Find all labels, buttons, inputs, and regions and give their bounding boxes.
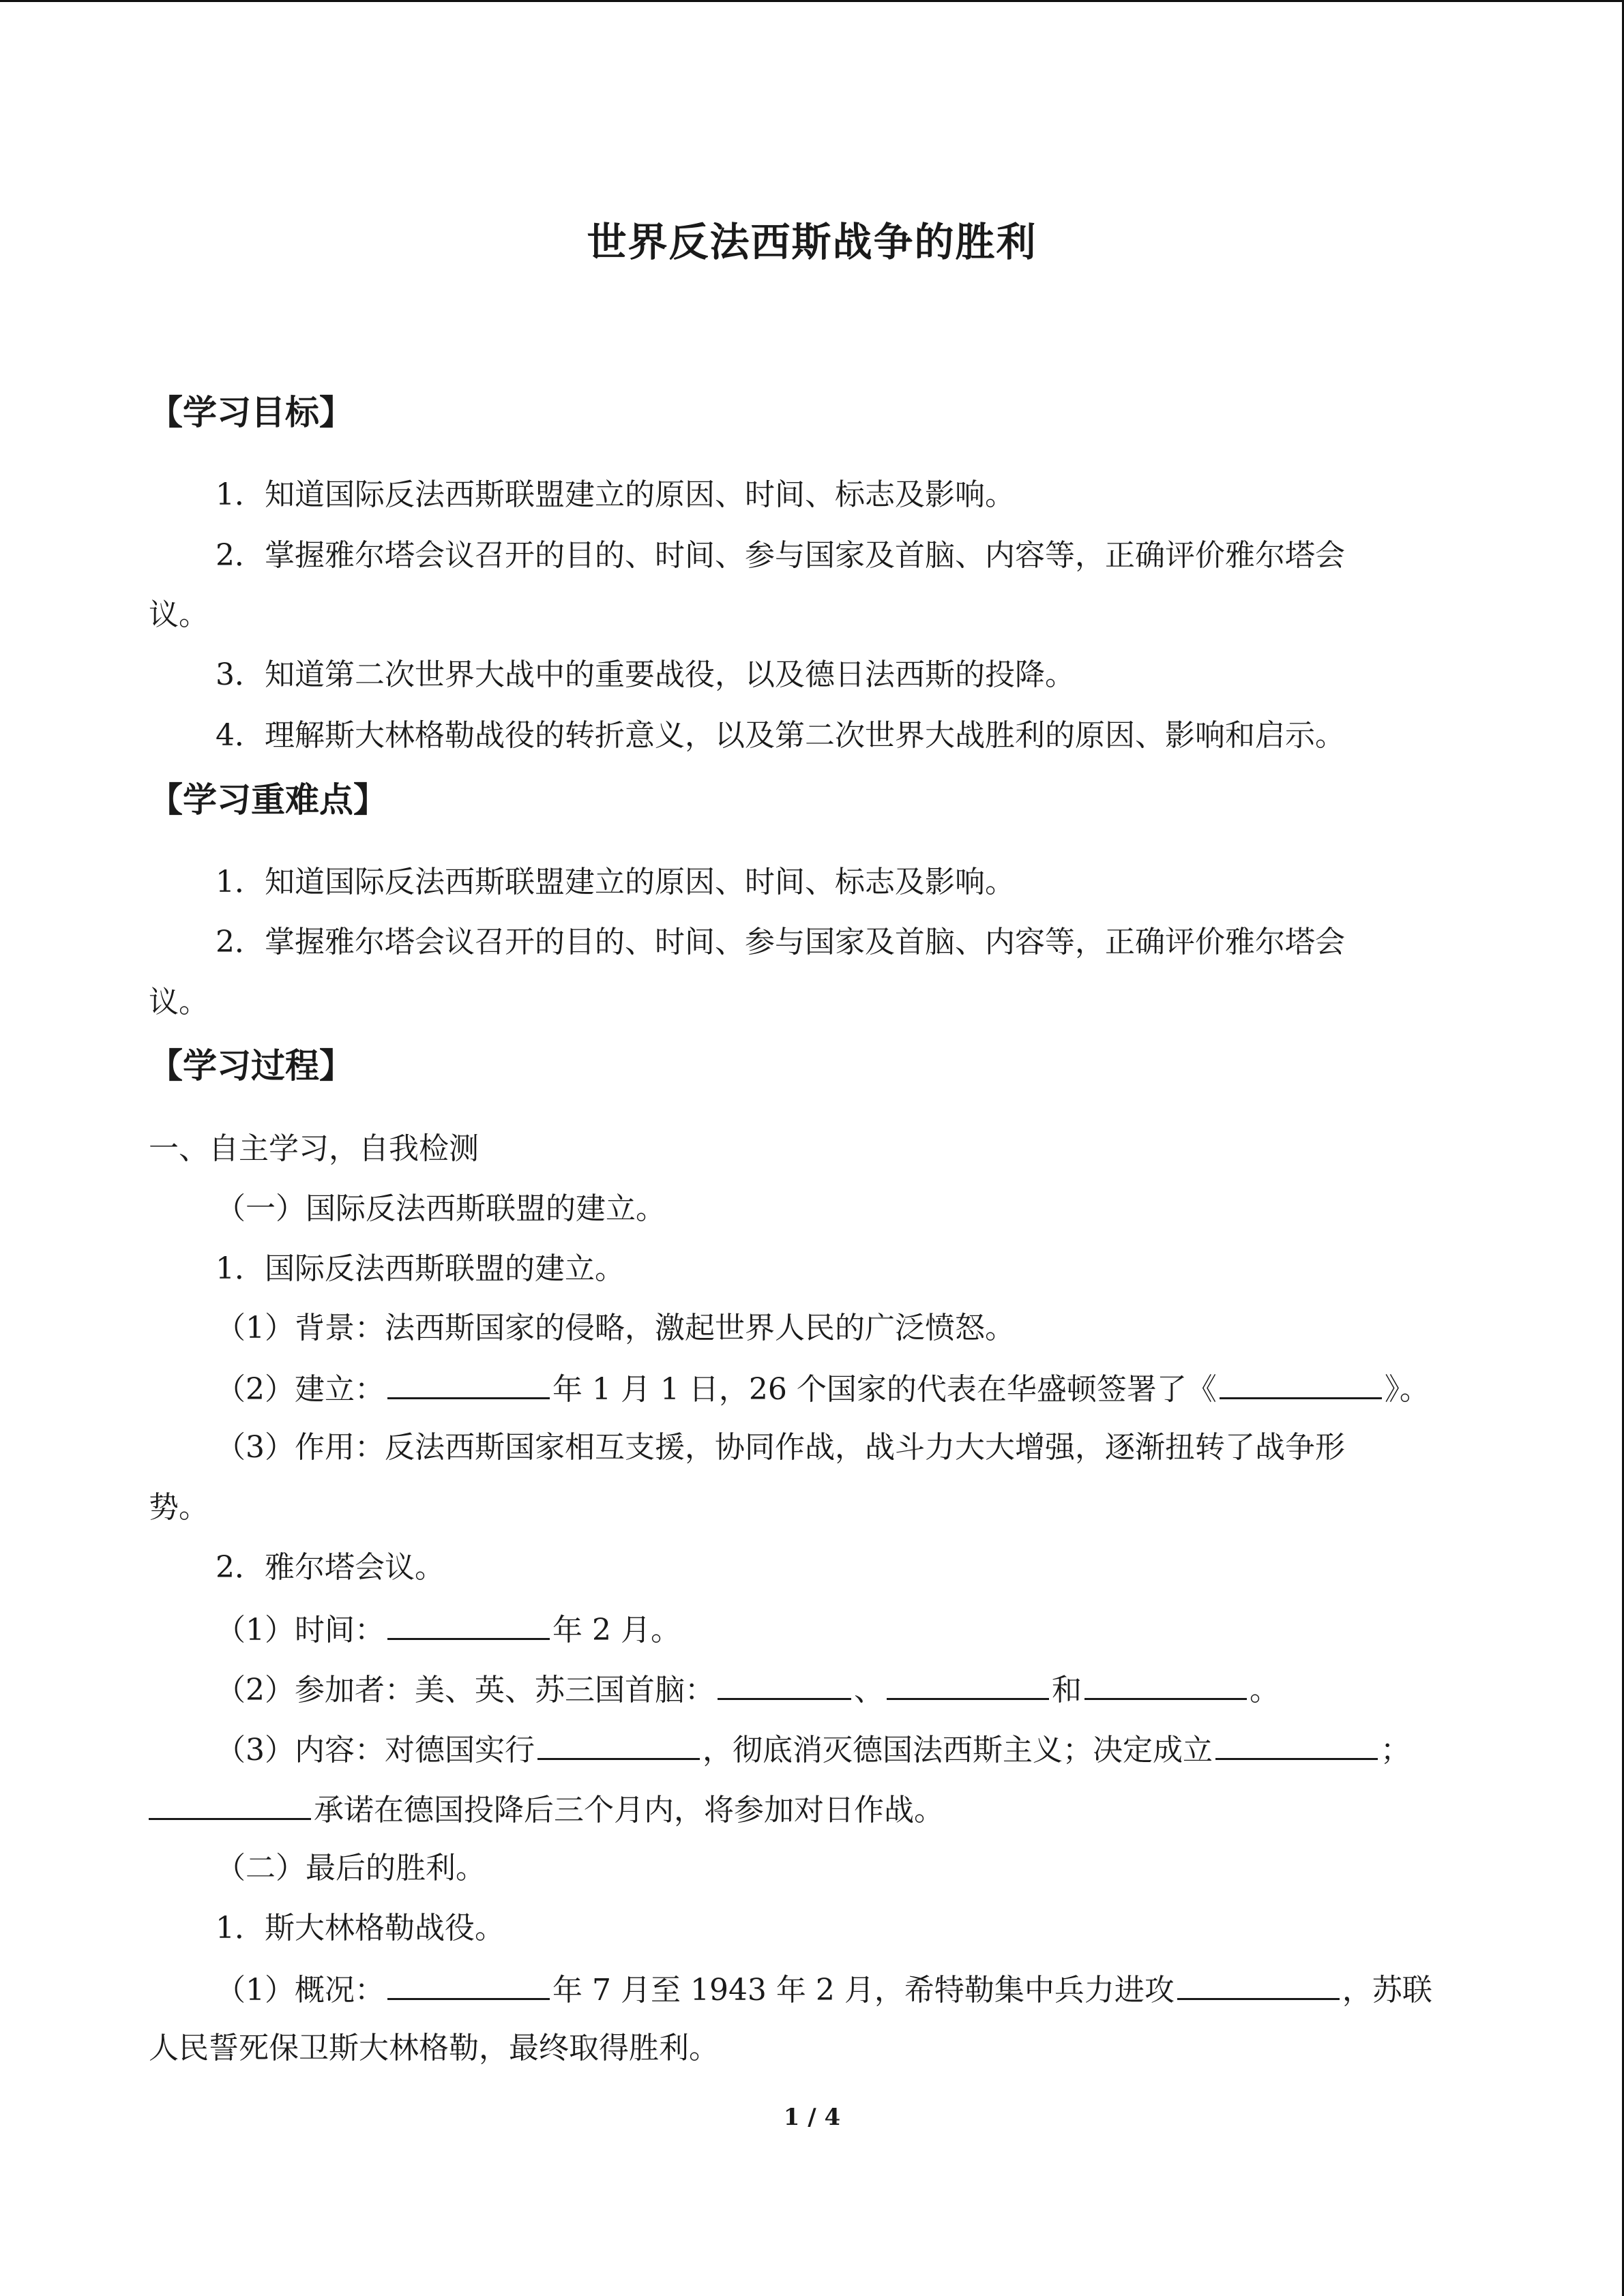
text-segment: （1）概况： <box>216 1973 385 2008</box>
text-segment: ； <box>1381 1733 1411 1768</box>
process-item-3: 1．斯大林格勒战役。 <box>216 1911 505 1945</box>
section-heading-key-points: 【学习重难点】 <box>149 780 387 820</box>
section-heading-goals: 【学习目标】 <box>149 393 353 432</box>
key-point-item-2: 2．掌握雅尔塔会议召开的目的、时间、参与国家及首脑、内容等，正确评价雅尔塔会 <box>216 925 1345 959</box>
text-segment: ，苏联 <box>1342 1973 1432 2008</box>
page-number: 1 / 4 <box>783 2104 841 2131</box>
fill-blank[interactable] <box>1084 1668 1247 1700</box>
fill-blank[interactable] <box>718 1668 851 1700</box>
process-subsection-1: （一）国际反法西斯联盟的建立。 <box>216 1191 666 1226</box>
fill-blank[interactable] <box>537 1728 700 1760</box>
key-point-item-1: 1．知道国际反法西斯联盟建立的原因、时间、标志及影响。 <box>216 865 1015 899</box>
fill-blank[interactable] <box>1177 1968 1340 2000</box>
text-segment: （2）参加者：美、英、苏三国首脑： <box>216 1673 715 1708</box>
text-segment: 和 <box>1052 1673 1082 1708</box>
text-segment: （2）建立： <box>216 1372 385 1407</box>
process-item-2-content <box>216 1728 1411 1771</box>
fill-blank[interactable] <box>387 1968 550 2000</box>
process-item-1: 1．国际反法西斯联盟的建立。 <box>216 1251 625 1286</box>
process-item-1-background: （1）背景：法西斯国家的侵略，激起世界人民的广泛愤怒。 <box>216 1311 1015 1345</box>
process-item-3-overview-cont: 人民誓死保卫斯大林格勒，最终取得胜利。 <box>149 2031 719 2066</box>
text-segment: 年 7 月至 1943 年 2 月，希特勒集中兵力进攻 <box>552 1973 1175 2008</box>
process-item-1-effect-cont: 势。 <box>149 1490 209 1525</box>
fill-blank[interactable] <box>887 1668 1049 1700</box>
goal-item-3: 3．知道第二次世界大战中的重要战役，以及德日法西斯的投降。 <box>216 657 1075 692</box>
text-segment: 》。 <box>1384 1372 1430 1407</box>
text-segment: 。 <box>1250 1673 1280 1708</box>
process-item-2-time <box>216 1608 681 1651</box>
process-item-3-overview <box>216 1968 1432 2011</box>
process-item-1-effect: （3）作用：反法西斯国家相互支援，协同作战，战斗力大大增强，逐渐扭转了战争形 <box>216 1430 1345 1465</box>
process-part-1: 一、自主学习，自我检测 <box>149 1131 479 1166</box>
goal-item-4: 4．理解斯大林格勒战役的转折意义，以及第二次世界大战胜利的原因、影响和启示。 <box>216 718 1345 753</box>
process-subsection-2: （二）最后的胜利。 <box>216 1851 486 1885</box>
fill-blank[interactable] <box>1220 1367 1382 1399</box>
process-item-2-participants <box>216 1668 1280 1711</box>
fill-blank[interactable] <box>387 1608 550 1640</box>
goal-item-1: 1．知道国际反法西斯联盟建立的原因、时间、标志及影响。 <box>216 477 1015 512</box>
fill-blank[interactable] <box>387 1367 550 1399</box>
text-segment: 承诺在德国投降后三个月内，将参加对日作战。 <box>314 1793 944 1828</box>
text-segment: 年 2 月。 <box>552 1613 681 1648</box>
text-segment: 年 1 月 1 日，26 个国家的代表在华盛顿签署了《 <box>552 1372 1217 1407</box>
section-heading-process: 【学习过程】 <box>149 1046 353 1086</box>
key-point-item-2-cont: 议。 <box>149 985 209 1019</box>
fill-blank[interactable] <box>1215 1728 1378 1760</box>
text-segment: （1）时间： <box>216 1613 385 1648</box>
goal-item-2-cont: 议。 <box>149 597 209 632</box>
text-segment: ，彻底消灭德国法西斯主义；决定成立 <box>703 1733 1213 1768</box>
process-item-2: 2．雅尔塔会议。 <box>216 1550 445 1585</box>
page-title: 世界反法西斯战争的胜利 <box>587 219 1037 265</box>
process-item-1-establish <box>216 1367 1430 1410</box>
text-segment: 、 <box>854 1673 884 1708</box>
fill-blank[interactable] <box>149 1788 311 1820</box>
text-segment: （3）内容：对德国实行 <box>216 1733 535 1768</box>
goal-item-2: 2．掌握雅尔塔会议召开的目的、时间、参与国家及首脑、内容等，正确评价雅尔塔会 <box>216 538 1345 573</box>
process-item-2-content-cont <box>149 1788 944 1831</box>
